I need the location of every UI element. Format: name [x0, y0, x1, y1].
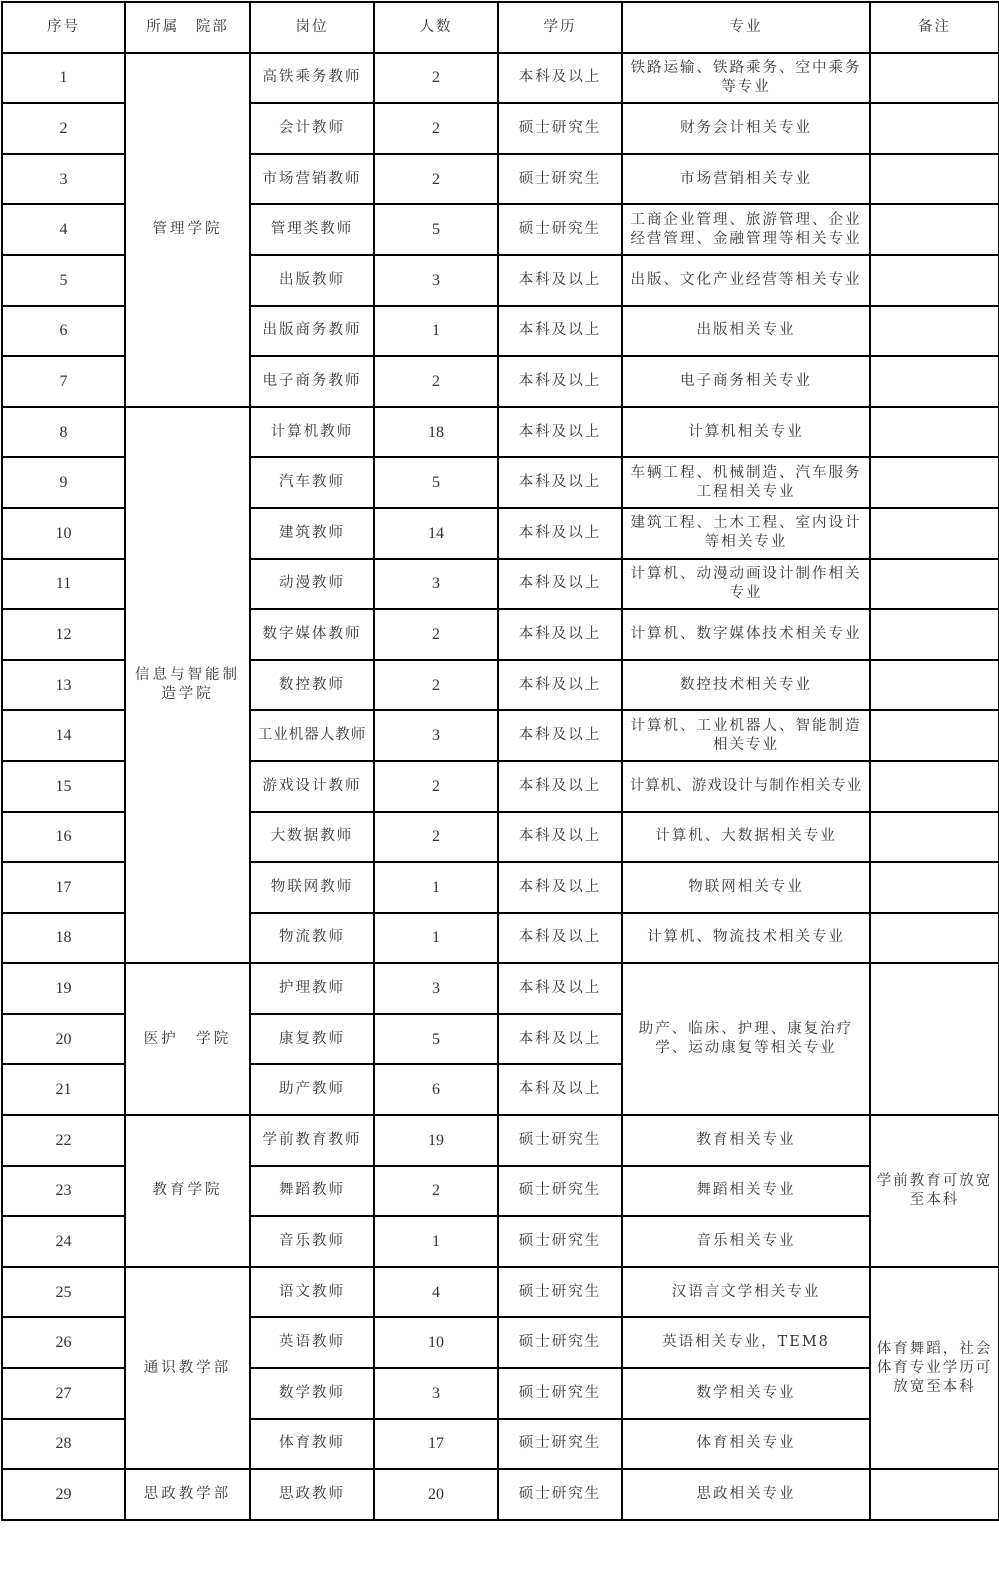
- cell-count: 3: [374, 1368, 498, 1419]
- cell-position: 建筑教师: [250, 508, 374, 559]
- cell-serial: 14: [2, 710, 125, 761]
- cell-serial: 25: [2, 1267, 125, 1318]
- cell-remark: [870, 1469, 999, 1520]
- header-serial: 序号: [2, 2, 125, 53]
- header-row: [2, 2, 999, 53]
- cell-education: 本科及以上: [498, 559, 622, 610]
- cell-remark: [870, 812, 999, 863]
- cell-serial: 9: [2, 457, 125, 508]
- cell-education: 硕士研究生: [498, 1267, 622, 1318]
- cell-major: 市场营销相关专业: [622, 154, 870, 205]
- cell-remark: [870, 53, 999, 104]
- cell-count: 1: [374, 862, 498, 913]
- cell-count: 2: [374, 761, 498, 812]
- cell-major: 电子商务相关专业: [622, 356, 870, 407]
- cell-count: 10: [374, 1317, 498, 1368]
- cell-remark: [870, 660, 999, 711]
- cell-education: 硕士研究生: [498, 1216, 622, 1267]
- cell-count: 3: [374, 710, 498, 761]
- cell-position: 英语教师: [250, 1317, 374, 1368]
- cell-education: 本科及以上: [498, 457, 622, 508]
- cell-count: 2: [374, 356, 498, 407]
- cell-major: 工商企业管理、旅游管理、企业经营管理、金融管理等相关专业: [622, 204, 870, 255]
- cell-major: 教育相关专业: [622, 1115, 870, 1166]
- cell-education: 硕士研究生: [498, 103, 622, 154]
- cell-department: 教育学院: [125, 1115, 250, 1267]
- cell-major: 英语相关专业，TEM8: [622, 1317, 870, 1368]
- cell-position: 体育教师: [250, 1419, 374, 1470]
- cell-major: 计算机、物流技术相关专业: [622, 913, 870, 964]
- cell-education: 本科及以上: [498, 963, 622, 1014]
- cell-serial: 16: [2, 812, 125, 863]
- cell-count: 2: [374, 103, 498, 154]
- cell-position: 数字媒体教师: [250, 609, 374, 660]
- cell-position: 学前教育教师: [250, 1115, 374, 1166]
- cell-serial: 4: [2, 204, 125, 255]
- cell-major: 计算机、大数据相关专业: [622, 812, 870, 863]
- cell-department: 思政教学部: [125, 1469, 250, 1520]
- cell-serial: 20: [2, 1014, 125, 1065]
- cell-serial: 23: [2, 1166, 125, 1217]
- cell-serial: 1: [2, 53, 125, 104]
- header-count: 人数: [374, 2, 498, 53]
- cell-position: 语文教师: [250, 1267, 374, 1318]
- cell-serial: 7: [2, 356, 125, 407]
- cell-remark: [870, 508, 999, 559]
- cell-position: 电子商务教师: [250, 356, 374, 407]
- cell-major: 物联网相关专业: [622, 862, 870, 913]
- cell-serial: 22: [2, 1115, 125, 1166]
- cell-remark: 学前教育可放宽至本科: [870, 1115, 999, 1267]
- cell-remark: [870, 609, 999, 660]
- recruitment-table: [1, 1, 999, 1521]
- cell-remark: [870, 407, 999, 458]
- cell-education: 本科及以上: [498, 53, 622, 104]
- cell-serial: 24: [2, 1216, 125, 1267]
- cell-count: 3: [374, 255, 498, 306]
- cell-position: 大数据教师: [250, 812, 374, 863]
- cell-count: 3: [374, 963, 498, 1014]
- cell-serial: 2: [2, 103, 125, 154]
- cell-major: 计算机、数字媒体技术相关专业: [622, 609, 870, 660]
- cell-count: 3: [374, 559, 498, 610]
- cell-remark: [870, 356, 999, 407]
- cell-education: 硕士研究生: [498, 1469, 622, 1520]
- cell-education: 硕士研究生: [498, 154, 622, 205]
- cell-position: 工业机器人教师: [250, 710, 374, 761]
- cell-position: 思政教师: [250, 1469, 374, 1520]
- cell-education: 本科及以上: [498, 913, 622, 964]
- cell-position: 出版教师: [250, 255, 374, 306]
- header-remark: 备注: [870, 2, 999, 53]
- cell-count: 1: [374, 306, 498, 357]
- cell-position: 音乐教师: [250, 1216, 374, 1267]
- cell-position: 会计教师: [250, 103, 374, 154]
- cell-education: 硕士研究生: [498, 1368, 622, 1419]
- cell-major: 计算机相关专业: [622, 407, 870, 458]
- cell-major: 财务会计相关专业: [622, 103, 870, 154]
- cell-serial: 26: [2, 1317, 125, 1368]
- cell-serial: 8: [2, 407, 125, 458]
- cell-remark: 体育舞蹈，社会体育专业学历可放宽至本科: [870, 1267, 999, 1469]
- cell-education: 本科及以上: [498, 812, 622, 863]
- cell-position: 游戏设计教师: [250, 761, 374, 812]
- cell-major: 数控技术相关专业: [622, 660, 870, 711]
- header-education: 学历: [498, 2, 622, 53]
- cell-position: 舞蹈教师: [250, 1166, 374, 1217]
- cell-position: 动漫教师: [250, 559, 374, 610]
- cell-count: 6: [374, 1064, 498, 1115]
- cell-major: 音乐相关专业: [622, 1216, 870, 1267]
- cell-major: 数学相关专业: [622, 1368, 870, 1419]
- table-row: [2, 1115, 999, 1166]
- cell-major: 出版相关专业: [622, 306, 870, 357]
- cell-remark: [870, 559, 999, 610]
- cell-count: 1: [374, 1216, 498, 1267]
- cell-education: 本科及以上: [498, 660, 622, 711]
- cell-position: 计算机教师: [250, 407, 374, 458]
- cell-remark: [870, 457, 999, 508]
- cell-count: 2: [374, 660, 498, 711]
- cell-major: 助产、临床、护理、康复治疗学、运动康复等相关专业: [622, 963, 870, 1115]
- cell-education: 本科及以上: [498, 255, 622, 306]
- cell-remark: [870, 761, 999, 812]
- cell-education: 本科及以上: [498, 710, 622, 761]
- cell-count: 14: [374, 508, 498, 559]
- cell-education: 硕士研究生: [498, 1166, 622, 1217]
- cell-department: 医护 学院: [125, 963, 250, 1115]
- cell-position: 物流教师: [250, 913, 374, 964]
- header-department: 所属 院部: [125, 2, 250, 53]
- cell-count: 5: [374, 457, 498, 508]
- cell-count: 5: [374, 1014, 498, 1065]
- cell-major: 计算机、动漫动画设计制作相关专业: [622, 559, 870, 610]
- cell-major: 计算机、游戏设计与制作相关专业: [622, 761, 870, 812]
- cell-count: 2: [374, 609, 498, 660]
- cell-serial: 10: [2, 508, 125, 559]
- cell-position: 物联网教师: [250, 862, 374, 913]
- header-position: 岗位: [250, 2, 374, 53]
- cell-remark: [870, 103, 999, 154]
- cell-position: 管理类教师: [250, 204, 374, 255]
- cell-count: 2: [374, 1166, 498, 1217]
- cell-education: 硕士研究生: [498, 1115, 622, 1166]
- cell-major: 计算机、工业机器人、智能制造相关专业: [622, 710, 870, 761]
- cell-remark: [870, 255, 999, 306]
- cell-department: 管理学院: [125, 53, 250, 407]
- cell-serial: 15: [2, 761, 125, 812]
- cell-count: 20: [374, 1469, 498, 1520]
- cell-education: 本科及以上: [498, 306, 622, 357]
- cell-serial: 13: [2, 660, 125, 711]
- cell-serial: 29: [2, 1469, 125, 1520]
- cell-remark: [870, 306, 999, 357]
- cell-major: 建筑工程、土木工程、室内设计等相关专业: [622, 508, 870, 559]
- cell-major: 汉语言文学相关专业: [622, 1267, 870, 1318]
- cell-remark: [870, 154, 999, 205]
- cell-education: 本科及以上: [498, 862, 622, 913]
- cell-education: 本科及以上: [498, 407, 622, 458]
- cell-education: 本科及以上: [498, 356, 622, 407]
- cell-count: 5: [374, 204, 498, 255]
- cell-major: 出版、文化产业经营等相关专业: [622, 255, 870, 306]
- cell-major: 思政相关专业: [622, 1469, 870, 1520]
- cell-count: 19: [374, 1115, 498, 1166]
- cell-serial: 19: [2, 963, 125, 1014]
- cell-count: 2: [374, 812, 498, 863]
- cell-department: 通识教学部: [125, 1267, 250, 1469]
- table-row: [2, 1267, 999, 1318]
- cell-serial: 27: [2, 1368, 125, 1419]
- cell-remark: [870, 710, 999, 761]
- cell-major: 舞蹈相关专业: [622, 1166, 870, 1217]
- header-major: 专业: [622, 2, 870, 53]
- cell-position: 数学教师: [250, 1368, 374, 1419]
- cell-department: 信息与智能制造学院: [125, 407, 250, 964]
- cell-education: 硕士研究生: [498, 1317, 622, 1368]
- cell-position: 市场营销教师: [250, 154, 374, 205]
- cell-count: 2: [374, 154, 498, 205]
- cell-education: 硕士研究生: [498, 204, 622, 255]
- cell-major: 铁路运输、铁路乘务、空中乘务等专业: [622, 53, 870, 104]
- cell-education: 本科及以上: [498, 609, 622, 660]
- table-row: [2, 407, 999, 458]
- table-row: [2, 1469, 999, 1520]
- cell-serial: 28: [2, 1419, 125, 1470]
- cell-education: 硕士研究生: [498, 1419, 622, 1470]
- cell-education: 本科及以上: [498, 1014, 622, 1065]
- cell-serial: 17: [2, 862, 125, 913]
- cell-count: 4: [374, 1267, 498, 1318]
- cell-count: 17: [374, 1419, 498, 1470]
- table-row: [2, 963, 999, 1014]
- cell-position: 康复教师: [250, 1014, 374, 1065]
- cell-education: 本科及以上: [498, 761, 622, 812]
- cell-serial: 6: [2, 306, 125, 357]
- cell-position: 出版商务教师: [250, 306, 374, 357]
- cell-major: 车辆工程、机械制造、汽车服务工程相关专业: [622, 457, 870, 508]
- cell-serial: 21: [2, 1064, 125, 1115]
- cell-remark: [870, 204, 999, 255]
- cell-count: 1: [374, 913, 498, 964]
- cell-serial: 5: [2, 255, 125, 306]
- cell-position: 护理教师: [250, 963, 374, 1014]
- cell-major: 体育相关专业: [622, 1419, 870, 1470]
- cell-remark: [870, 862, 999, 913]
- cell-serial: 12: [2, 609, 125, 660]
- cell-education: 本科及以上: [498, 508, 622, 559]
- cell-position: 助产教师: [250, 1064, 374, 1115]
- cell-position: 高铁乘务教师: [250, 53, 374, 104]
- cell-count: 2: [374, 53, 498, 104]
- cell-serial: 3: [2, 154, 125, 205]
- cell-position: 数控教师: [250, 660, 374, 711]
- cell-remark: [870, 963, 999, 1115]
- cell-count: 18: [374, 407, 498, 458]
- table-row: [2, 53, 999, 104]
- cell-remark: [870, 913, 999, 964]
- cell-serial: 11: [2, 559, 125, 610]
- cell-serial: 18: [2, 913, 125, 964]
- cell-position: 汽车教师: [250, 457, 374, 508]
- cell-education: 本科及以上: [498, 1064, 622, 1115]
